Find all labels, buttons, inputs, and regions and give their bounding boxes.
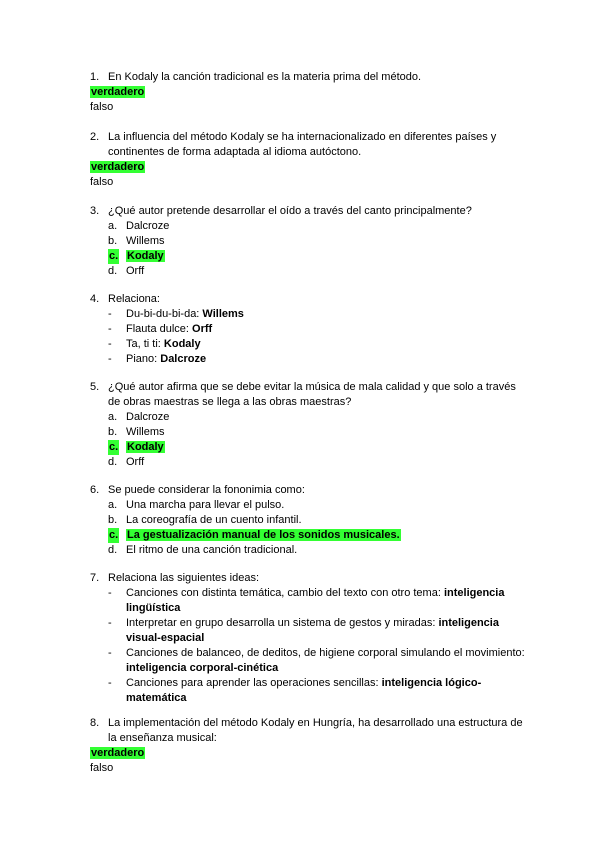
- choice-a: a. Una marcha para llevar el pulso.: [108, 499, 285, 511]
- question-text: En Kodaly la canción tradicional es la materia prima del método.: [108, 71, 422, 83]
- option-false: falso: [90, 762, 114, 774]
- question-number: 2.: [90, 131, 100, 143]
- question-1: [90, 70, 530, 115]
- correct-answer-highlight: verdadero: [91, 86, 145, 98]
- relation-item: - Piano: Dalcroze: [108, 353, 207, 365]
- question-5: [90, 380, 530, 470]
- question-number: 8.: [90, 717, 100, 729]
- question-4: [90, 292, 530, 367]
- question-2: [90, 130, 530, 190]
- relation-list: [90, 586, 530, 706]
- choice-c: c. Kodaly: [109, 441, 164, 453]
- relation-item: - Interpretar en grupo desarrolla un sistema de gestos y miradas: inteligencia visual-espacial: [108, 617, 499, 644]
- choice-d: d. Orff: [108, 456, 145, 468]
- relation-item: - Du-bi-du-bi-da: Willems: [108, 308, 244, 320]
- option-false: falso: [90, 176, 114, 188]
- question-text: Relaciona:: [108, 293, 160, 305]
- question-text: ¿Qué autor pretende desarrollar el oído a través del canto principalmente?: [108, 205, 472, 217]
- correct-answer-highlight: verdadero: [91, 747, 145, 759]
- question-6: [90, 483, 530, 558]
- option-true: [90, 746, 530, 761]
- question-8: [90, 716, 530, 776]
- choice-d: d. El ritmo de una canción tradicional.: [108, 544, 298, 556]
- question-number: 4.: [90, 293, 100, 305]
- question-text: Relaciona las siguientes ideas:: [108, 572, 260, 584]
- relation-item: - Canciones para aprender las operaciones sencillas: inteligencia lógico-matemática: [108, 677, 482, 704]
- choice-c: c. Kodaly: [109, 250, 164, 262]
- question-number: 6.: [90, 484, 100, 496]
- correct-answer-highlight: Kodaly: [127, 250, 164, 262]
- question-number: 5.: [90, 381, 100, 393]
- choice-b: b. Willems: [108, 235, 165, 247]
- option-true: [90, 85, 530, 100]
- option-true: [90, 160, 530, 175]
- question-number: 3.: [90, 205, 100, 217]
- choice-a: a. Dalcroze: [108, 220, 170, 232]
- choice-c: c. La gestualización manual de los sonidos musicales.: [109, 529, 400, 541]
- question-text: La influencia del método Kodaly se ha internacionalizado en diferentes países y continentes de forma adaptada al idioma autóctono.: [108, 131, 497, 158]
- relation-item: - Canciones con distinta temática, cambio del texto con otro tema: inteligencia lingüística: [108, 587, 505, 614]
- choice-a: a. Dalcroze: [108, 411, 170, 423]
- correct-answer-highlight: Kodaly: [127, 441, 164, 453]
- question-text: Se puede considerar la fononimia como:: [108, 484, 305, 496]
- choice-list: [90, 219, 530, 279]
- question-3: [90, 204, 530, 279]
- relation-list: [90, 307, 530, 367]
- choice-d: d. Orff: [108, 265, 145, 277]
- correct-answer-highlight: La gestualización manual de los sonidos musicales.: [127, 529, 400, 541]
- question-number: 7.: [90, 572, 100, 584]
- choice-b: b. La coreografía de un cuento infantil.: [108, 514, 302, 526]
- question-text: La implementación del método Kodaly en Hungría, ha desarrollado una estructura de la enseñanza musical:: [108, 717, 523, 744]
- option-false: falso: [90, 101, 114, 113]
- choice-list: [90, 498, 530, 558]
- choice-list: [90, 410, 530, 470]
- question-7: [90, 571, 530, 706]
- choice-b: b. Willems: [108, 426, 165, 438]
- correct-answer-highlight: verdadero: [91, 161, 145, 173]
- question-text: ¿Qué autor afirma que se debe evitar la música de mala calidad y que solo a través de obras maestras se llega a las obras maestras?: [108, 381, 516, 408]
- relation-item: - Ta, ti ti: Kodaly: [108, 338, 201, 350]
- relation-item: - Canciones de balanceo, de deditos, de higiene corporal simulando el movimiento: inteligencia corporal-cinética: [108, 647, 525, 674]
- relation-item: - Flauta dulce: Orff: [108, 323, 213, 335]
- question-number: 1.: [90, 71, 100, 83]
